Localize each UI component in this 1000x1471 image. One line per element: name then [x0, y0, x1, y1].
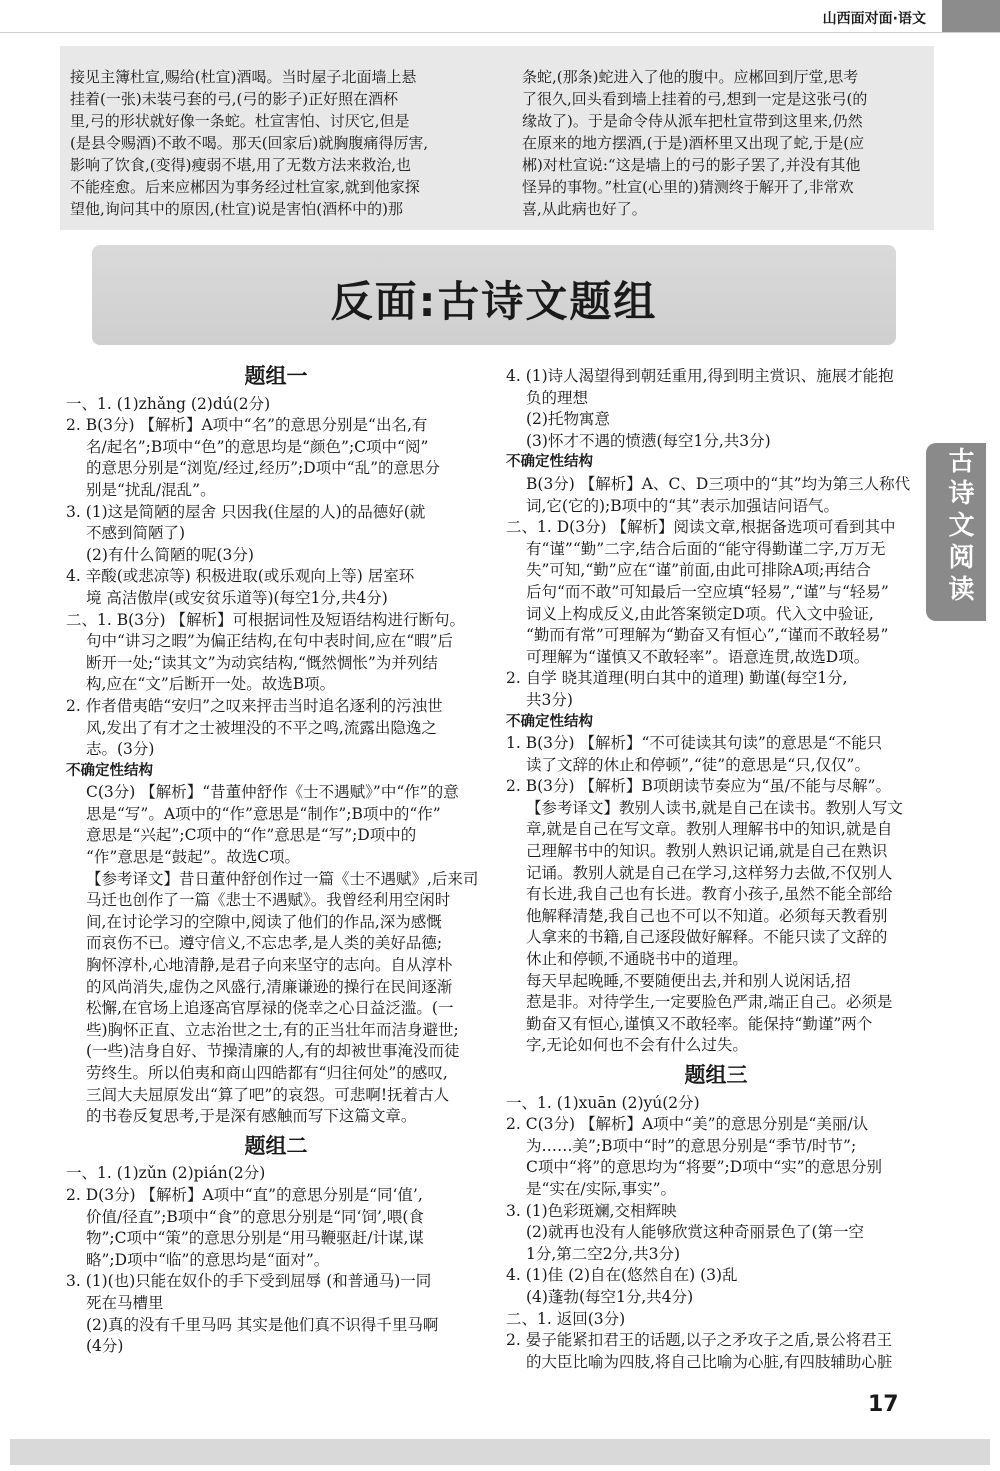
answer-line: 价值/径直”;B项中“食”的意思分别是“同‘饲’,喂(食 — [86, 1207, 424, 1226]
answer-line: 他解释清楚,我自己也不可以不知道。必须每天教看别 — [526, 906, 888, 925]
answer-line: 别是“扰乱/混乱”。 — [86, 480, 216, 499]
group-title: 题组三 — [684, 1063, 748, 1087]
answer-line: 的意思分别是“浏览/经过,经历”;D项中“乱”的意思分 — [86, 459, 440, 478]
answer-line: 1分,第二空2分,共3分) — [526, 1244, 680, 1263]
top-text-line: 了很久,回头看到墙上挂着的弓,想到一定是这张弓(的 — [522, 90, 868, 108]
answer-line: 字,无论如何也不会有什么过失。 — [526, 1036, 748, 1055]
answer-line: (2)真的没有千里马吗 其实是他们真不识得千里马啊 — [86, 1315, 439, 1334]
page-number: 17 — [868, 1392, 899, 1417]
answer-line: (4)蓬勃(每空1分,共4分) — [526, 1287, 694, 1306]
answer-line: 意思是“兴起”;C项中的“作”意思是“写”;D项中的 — [86, 826, 417, 845]
answer-item: 3. (1)这是简陋的屋舍 只因我(住屋的人)的品德好(就 — [66, 502, 426, 521]
answer-item: 3. (1)色彩斑斓,交相辉映 — [506, 1201, 677, 1220]
banner-title: 反面:古诗文题组 — [330, 277, 658, 326]
top-text-line: 不能痊愈。后来应郴因为事务经过杜宣家,就到他家探 — [70, 178, 420, 196]
answer-item: 二、1. D(3分) 【解析】阅读文章,根据备选项可看到其中 — [506, 518, 896, 537]
answer-line: (2)有什么简陋的呢(3分) — [86, 545, 254, 564]
answer-item: 3. (1)(也)只能在奴仆的手下受到屈辱 (和普通马)一同 — [66, 1272, 432, 1291]
answer-line: B(3分) 【解析】A、C、D三项中的“其”均为第三人称代 — [526, 474, 911, 493]
answer-line: 间,在讨论学习的空隙中,阅读了他们的作品,深为感慨 — [86, 912, 442, 931]
answer-item: 4. 辛酸(或悲凉等) 积极进取(或乐观向上等) 居室环 — [66, 567, 415, 586]
answer-line: 人拿来的书籍,自己逐段做好解释。不能只读了文辞的 — [526, 928, 888, 947]
answer-item: 2. 自学 晓其道理(明白其中的道理) 勤谨(每空1分, — [506, 669, 848, 688]
answer-line: 词,它(它的);B项中的“其”表示加强诘问语气。 — [526, 496, 839, 515]
answer-line: 每天早起晚睡,不要随便出去,并和别人说闲话,招 — [526, 971, 851, 990]
right-answer-column — [506, 366, 926, 1373]
answer-line: 断开一处;“读其文”为动宾结构,“慨然惆怅”为并列结 — [86, 653, 438, 672]
answer-line: 的大臣比喻为四肢,将自己比喻为心脏,有四肢辅助心脏 — [526, 1352, 893, 1371]
answer-line: 共3分) — [526, 690, 573, 709]
answer-line: C项中“将”的意思均为“将要”;D项中“实”的意思分别 — [526, 1158, 883, 1177]
answer-line: 记诵。教别人就是自己在学习,这样努力去做,不仅别人 — [526, 863, 893, 882]
answer-item: 4. (1)佳 (2)自在(悠然自在) (3)乱 — [506, 1266, 738, 1285]
page-header — [0, 0, 1000, 33]
section-banner — [92, 245, 896, 345]
answer-item: 1. B(3分) 【解析】“不可徒读其句读”的意思是“不能只 — [506, 734, 883, 753]
header-title: 山西面对面·语文 — [822, 11, 926, 27]
top-text-line: 喜,从此病也好了。 — [522, 200, 647, 218]
answer-line: 失”可知,“勤”应在“谨”前面,由此可排除A项;再结合 — [526, 561, 871, 580]
left-answer-column — [66, 366, 486, 1358]
answer-line: 后句“而不敢”可知最后一空应填“轻易”,“谨”与“轻易” — [526, 582, 889, 601]
answer-line: 有长进,我自己也有长进。教育小孩子,虽然不能全部给 — [526, 885, 893, 904]
answer-item: 二、1. 返回(3分) — [506, 1309, 626, 1328]
section-heading: 不确定性结构 — [66, 762, 153, 779]
answer-line: 境 高洁傲岸(或安贫乐道等)(每空1分,共4分) — [86, 588, 388, 607]
answer-line: 劳终生。所以伯夷和商山四皓都有“归往何处”的感叹, — [86, 1064, 448, 1082]
answer-line: 名/起名”;B项中“色”的意思均是“颜色”;C项中“阅” — [86, 437, 429, 456]
answer-item: 一、1. (1)zhǎng (2)dú(2分) — [66, 394, 271, 413]
top-text-line: 条蛇,(那条)蛇进入了他的腹中。应郴回到厅堂,思考 — [522, 68, 859, 86]
answer-item: 一、1. (1)xuān (2)yú(2分) — [506, 1093, 700, 1112]
top-text-line: 缘故了)。于是命令侍从派车把杜宣带到这里来,仍然 — [522, 112, 863, 130]
side-tab-label: 古诗文阅读 — [944, 447, 974, 607]
section-heading: 不确定性结构 — [506, 454, 593, 471]
answer-line: 的风尚消失,虚伪之风盛行,清廉谦逊的操行在民间逐渐 — [86, 977, 453, 996]
answer-item: 2. C(3分) 【解析】A项中“美”的意思分别是“美丽/认 — [506, 1115, 869, 1134]
answer-line: 物”;C项中“策”的意思分别是“用马鞭驱赶/计谋,谋 — [86, 1229, 424, 1248]
top-translation-box — [60, 46, 934, 230]
answer-line: 三闾大夫屈原发出“算了吧”的哀怨。可悲啊!抚着古人 — [86, 1085, 450, 1104]
answer-line: 己理解书中的知识。教别人熟识记诵,就是自己在熟识 — [526, 842, 888, 861]
answer-line: 不感到简陋了) — [86, 524, 186, 543]
group-title: 题组一 — [244, 364, 308, 388]
answer-line: 松懈,在官场上追逐高官厚禄的侥幸之心日益泛滥。(一 — [86, 999, 454, 1018]
answer-line: 而哀伤不已。遵守信义,不忘忠孝,是人类的美好品德; — [86, 934, 443, 953]
answer-item: 2. 作者借夷皓“安归”之叹来抨击当时追名逐利的污浊世 — [66, 696, 443, 715]
answer-line: 有“谨”“勤”二字,结合后面的“能守得勤谨二字,万万无 — [526, 539, 886, 558]
answer-line: 读了文辞的休止和停顿”,“徒”的意思是“只,仅仅”。 — [526, 755, 870, 774]
answer-line: (4分) — [86, 1337, 124, 1356]
answer-line: C(3分) 【解析】“昔董仲舒作《士不遇赋》”中“作”的意 — [86, 783, 459, 802]
answer-item: 2. B(3分) 【解析】A项中“名”的意思分别是“出名,有 — [66, 416, 428, 435]
footer-bar — [10, 1439, 990, 1465]
answer-line: 马迁也创作了一篇《悲士不遇赋》。我曾经利用空闲时 — [86, 891, 451, 910]
answer-line: “勤而有常”可理解为“勤奋又有恒心”,“谨而不敢轻易” — [526, 626, 889, 645]
answer-item: 二、1. B(3分) 【解析】可根据词性及短语结构进行断句。 — [66, 610, 465, 629]
top-text-line: (是县令赐酒)不敢不喝。那天(回家后)就胸腹痛得厉害, — [70, 134, 429, 152]
answer-line: 勤奋又有恒心,谨慎又不敢轻率。能保持“勤谨”两个 — [526, 1014, 873, 1033]
answer-line: 【参考译文】教别人读书,就是自己在读书。教别人写文 — [526, 798, 903, 817]
answer-item: 2. D(3分) 【解析】A项中“直”的意思分别是“同‘值’, — [66, 1185, 423, 1204]
answer-line: 词义上构成反义,由此答案锁定D项。代入文中验证, — [526, 604, 874, 623]
top-text-line: 郴)对杜宣说:“这是墙上的弓的影子罢了,并没有其他 — [522, 156, 861, 174]
answer-line: 胸怀淳朴,心地清静,是君子向来坚守的志向。自从淳朴 — [86, 956, 453, 975]
answer-line: 休止和停顿,不通晓书中的道理。 — [526, 950, 748, 969]
answer-line: 些)胸怀正直、立志治世之士,有的正当壮年而洁身避世; — [86, 1020, 459, 1039]
answer-line: 可理解为“谨慎又不敢轻率”。语意连贯,故选D项。 — [526, 647, 870, 666]
answer-line: 构,应在“文”后断开一处。故选B项。 — [86, 675, 336, 694]
answer-line: 为……美”;B项中“时”的意思分别是“季节/时节”; — [526, 1136, 857, 1155]
top-text-line: 接见主簿杜宣,赐给(杜宣)酒喝。当时屋子北面墙上悬 — [70, 68, 417, 86]
answer-line: 思是“写”。A项中的“作”意思是“制作”;B项中的“作” — [86, 804, 441, 823]
top-text-line: 怪异的事物。”杜宣(心里的)猜测终于解开了,非常欢 — [522, 178, 854, 196]
group-title: 题组二 — [244, 1133, 308, 1158]
answer-line: 惹是非。对待学生,一定要脸色严肃,端正自己。必须是 — [526, 993, 893, 1012]
answer-line: 句中“讲习之暇”为偏正结构,在句中表时间,应在“暇”后 — [86, 632, 454, 651]
answer-line: 【参考译文】昔日董仲舒创作过一篇《士不遇赋》,后来司 — [86, 869, 479, 888]
answer-line: (2)托物寓意 — [526, 410, 610, 429]
section-heading: 不确定性结构 — [506, 713, 593, 730]
answer-line: “作”意思是“鼓起”。故选C项。 — [86, 848, 301, 867]
top-left-column — [70, 66, 490, 220]
answer-item: 2. 晏子能紧扣君王的话题,以子之矛攻子之盾,景公将君王 — [506, 1331, 893, 1350]
header-corner-block — [942, 0, 1000, 32]
side-tab[interactable] — [926, 443, 986, 621]
answer-line: (一些)洁身自好、节操清廉的人,有的却被世事淹没而徒 — [86, 1042, 460, 1061]
answer-line: (3)怀才不遇的愤懑(每空1分,共3分) — [526, 431, 771, 450]
answer-line: 章,就是自己在写文章。教别人理解书中的知识,就是自 — [526, 820, 893, 839]
answer-line: 略”;D项中“临”的意思均是“面对”。 — [86, 1250, 330, 1269]
top-right-column — [522, 66, 942, 220]
answer-line: (2)就再也没有人能够欣赏这种奇丽景色了(第一空 — [526, 1223, 865, 1242]
top-text-line: 望他,询问其中的原因,(杜宣)说是害怕(酒杯中的)那 — [70, 200, 403, 218]
top-text-line: 影响了饮食,(变得)瘦弱不堪,用了无数方法来救治,也 — [70, 156, 412, 174]
answer-line: 志。(3分) — [86, 740, 155, 759]
answer-line: 是“实在/实际,事实”。 — [526, 1179, 676, 1198]
answer-item: 4. (1)诗人渴望得到朝廷重用,得到明主赏识、施展才能抱 — [506, 367, 894, 385]
answer-line: 死在马槽里 — [86, 1293, 164, 1312]
answer-item: 2. B(3分) 【解析】B项朗读节奏应为“虽/不能与尽解”。 — [506, 777, 891, 796]
answer-line: 负的理想 — [526, 388, 589, 407]
top-text-line: 挂着(一张)未装弓套的弓,(弓的影子)正好照在酒杯 — [70, 90, 399, 108]
top-text-line: 里,弓的形状就好像一条蛇。杜宣害怕、讨厌它,但是 — [70, 112, 410, 130]
answer-item: 一、1. (1)zǔn (2)pián(2分) — [66, 1164, 266, 1183]
top-text-line: 在原来的地方摆酒,(于是)酒杯里又出现了蛇,于是(应 — [522, 134, 865, 152]
answer-line: 的书卷反复思考,于是深有感触而写下这篇文章。 — [86, 1107, 417, 1126]
answer-line: 风,发出了有才之士被埋没的不平之鸣,流露出隐逸之 — [86, 718, 437, 737]
